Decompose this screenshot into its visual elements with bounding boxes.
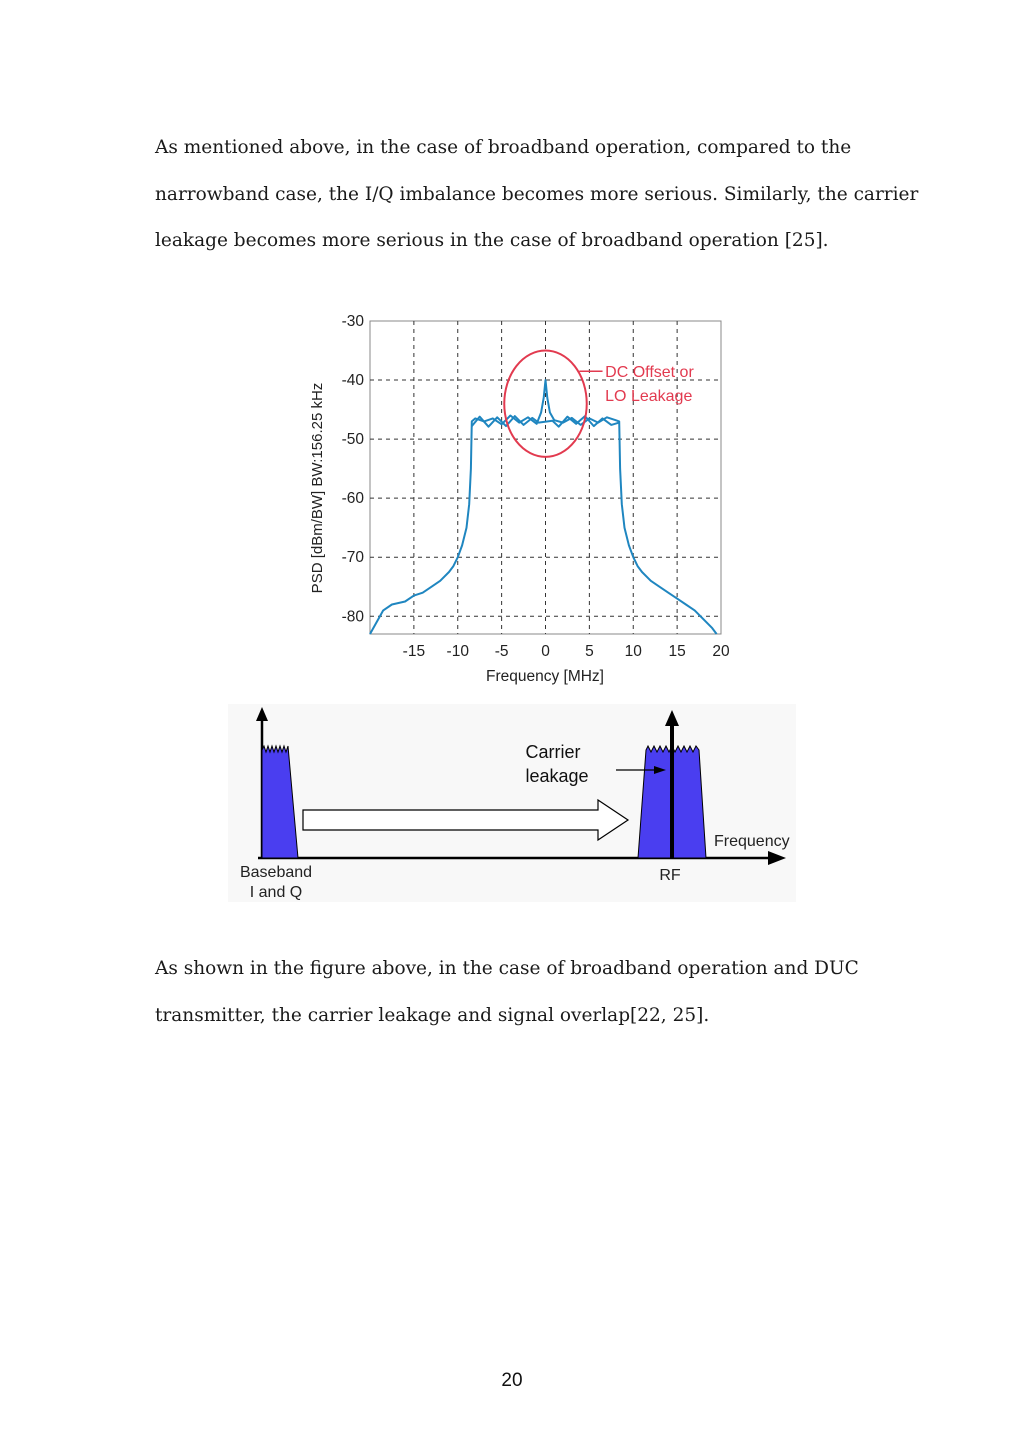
frequency-label: Frequency xyxy=(714,833,790,850)
rf-label: RF xyxy=(659,867,681,884)
x-tick-label: 5 xyxy=(585,643,594,660)
y-tick-label: -30 xyxy=(341,313,364,330)
x-tick-label: -10 xyxy=(446,643,469,660)
x-tick-label: 10 xyxy=(624,643,642,660)
x-axis-label: Frequency [MHz] xyxy=(485,668,605,685)
text-line: As shown in the figure above, in the case of broadband operation and DUC xyxy=(155,958,859,979)
carrier-label: Carrier xyxy=(525,742,581,762)
text-line: transmitter, the carrier leakage and signal overlap[22, 25]. xyxy=(155,1004,710,1026)
psd-chart xyxy=(295,308,735,693)
x-tick-label: 0 xyxy=(541,643,550,660)
annotation-label: DC Offset or xyxy=(605,364,694,382)
x-tick-label: -5 xyxy=(494,643,509,660)
baseband-label: Baseband xyxy=(239,864,313,881)
x-tick-label: 15 xyxy=(668,643,686,660)
x-tick-label: 20 xyxy=(712,643,730,660)
y-axis-label: PSD [dBm/BW] BW:156.25 kHz xyxy=(309,382,326,594)
upconversion-diagram xyxy=(228,700,798,905)
intro-paragraph xyxy=(155,137,919,279)
y-tick-label: -70 xyxy=(341,549,364,567)
y-tick-label: -40 xyxy=(341,372,364,390)
text-line: leakage becomes more serious in the case of broadband operation [25]. xyxy=(155,230,829,251)
y-tick-label: -50 xyxy=(341,431,364,449)
page-number: 20 xyxy=(501,1370,523,1391)
annotation-label: LO Leakage xyxy=(605,388,693,406)
leakage-label: leakage xyxy=(525,766,589,786)
diagram-background xyxy=(228,704,796,902)
x-tick-label: -15 xyxy=(402,643,426,660)
text-line: narrowband case, the I/Q imbalance becomes more serious. Similarly, the carrier xyxy=(155,183,919,205)
y-tick-label: -60 xyxy=(341,490,364,508)
iq-label: I and Q xyxy=(249,884,303,901)
text-line: As mentioned above, in the case of broadband operation, compared to the xyxy=(155,137,852,158)
y-tick-label: -80 xyxy=(341,608,364,626)
conclusion-paragraph xyxy=(155,960,895,1053)
